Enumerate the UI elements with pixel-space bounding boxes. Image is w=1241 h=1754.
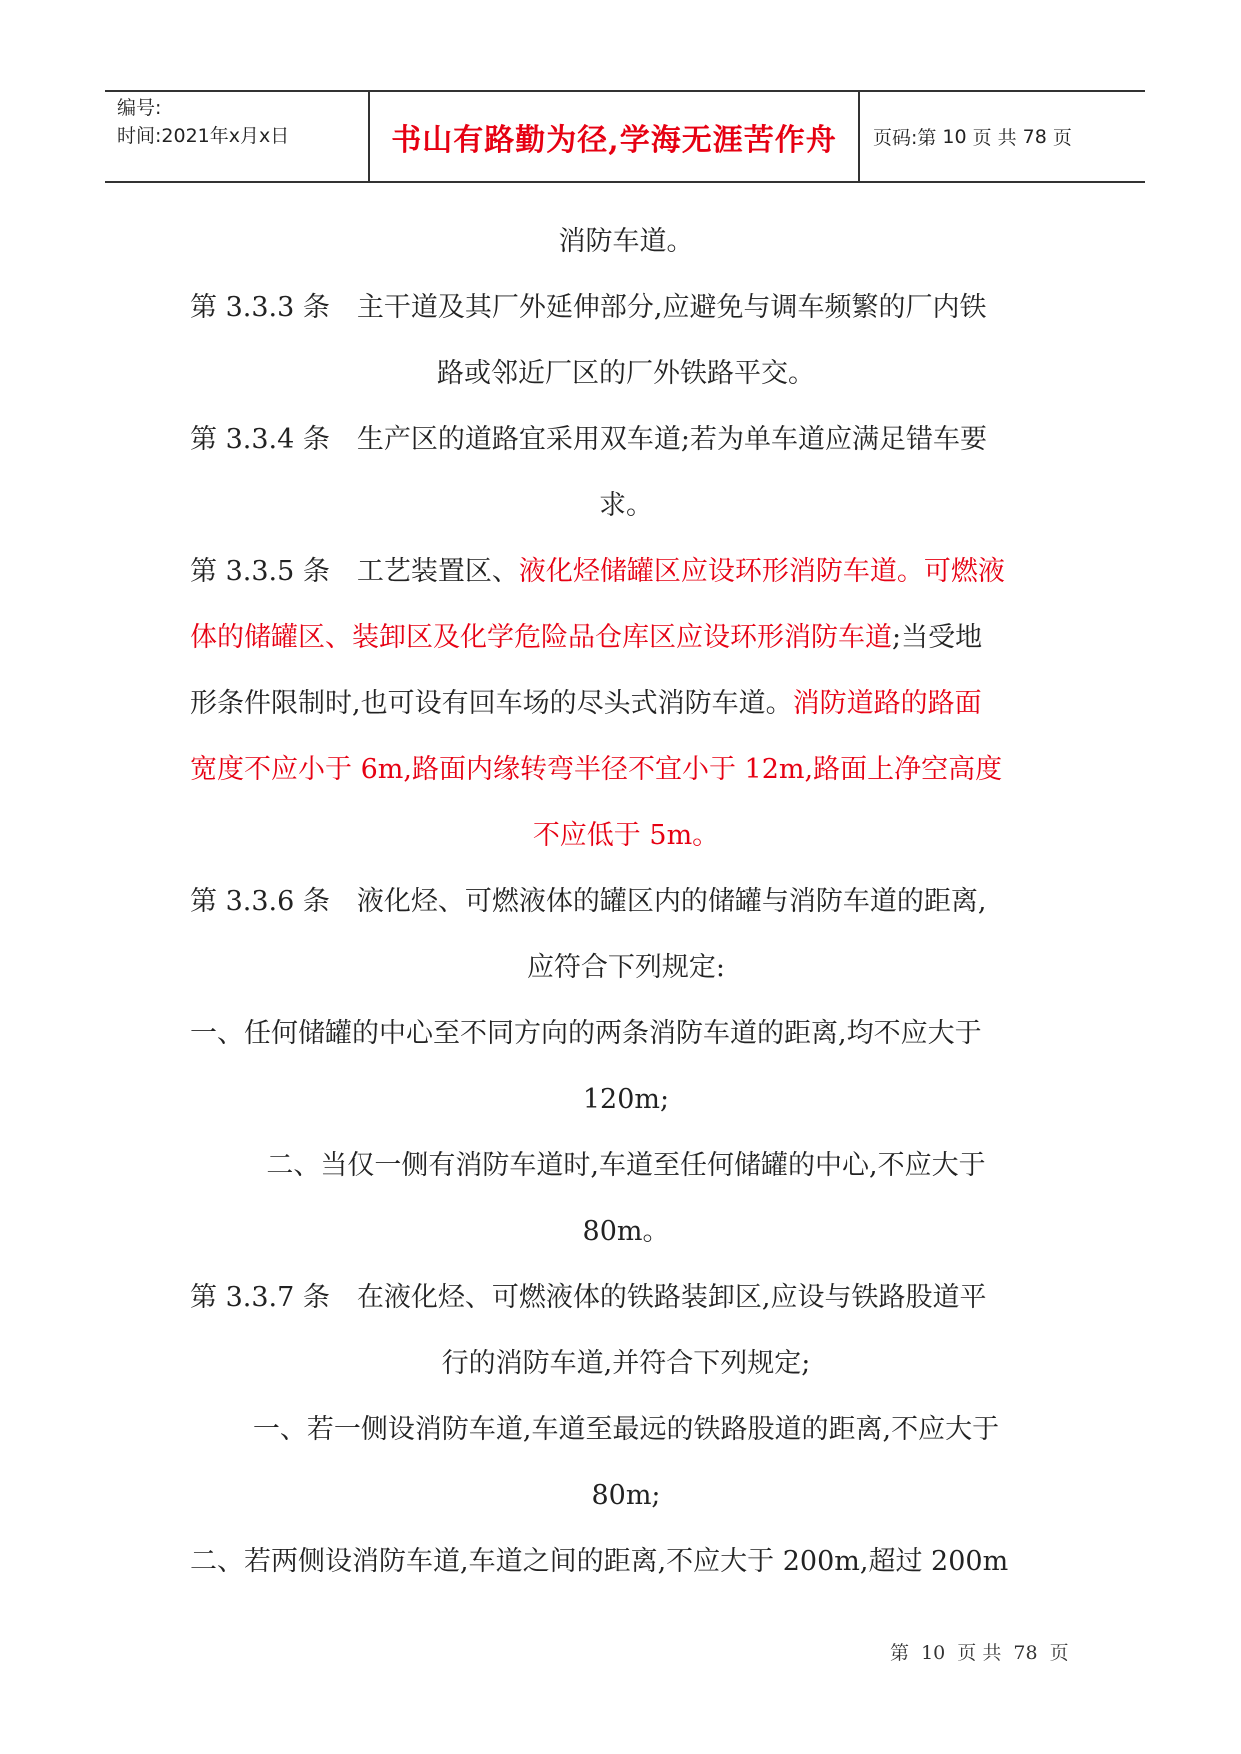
page-header: [105, 90, 1145, 183]
highlighted-text: 液化烃储罐区应设环形消防车道。可燃液: [518, 556, 1005, 587]
article-3-3-4: 第 3.3.4 条 生产区的道路宜采用双车道;若为单车道应满足错车要: [190, 424, 987, 455]
text-line: 求。: [599, 490, 653, 521]
footer-prefix: 第: [890, 1642, 910, 1664]
header-page-code: [873, 92, 1143, 181]
footer-suffix: 页: [1049, 1642, 1069, 1664]
highlighted-text: 消防道路的路面: [792, 688, 982, 719]
page-footer: [890, 1638, 1140, 1665]
article-3-3-5: [190, 552, 1062, 592]
page-code-total: 78: [1022, 125, 1047, 148]
list-item: 一、若一侧设消防车道,车道至最远的铁路股道的距离,不应大于: [252, 1414, 1000, 1445]
article-3-3-7: 第 3.3.7 条 在液化烃、可燃液体的铁路装卸区,应设与铁路股道平: [190, 1282, 987, 1313]
text-line: 消防车道。: [558, 226, 694, 257]
footer-mid: 页 共: [957, 1642, 1002, 1664]
document-date: 时间:2021年x月x日: [117, 125, 290, 147]
highlighted-text: 不应低于 5m。: [532, 820, 720, 851]
text-segment: 形条件限制时,也可设有回车场的尽头式消防车道。: [190, 688, 793, 719]
page-code-suffix: 页: [1052, 127, 1072, 149]
footer-total-pages: 78: [1013, 1642, 1038, 1664]
page-code-current: 10: [942, 125, 967, 148]
footer-current-page: 10: [921, 1642, 946, 1664]
list-item: 二、当仅一侧有消防车道时,车道至任何储罐的中心,不应大于: [266, 1150, 986, 1181]
header-motto: 书山有路勤为径,学海无涯苦作舟: [391, 122, 837, 158]
text-line: 应符合下列规定:: [526, 952, 726, 983]
page-code-mid: 页 共: [972, 127, 1017, 149]
list-item: 一、任何储罐的中心至不同方向的两条消防车道的距离,均不应大于: [190, 1018, 982, 1049]
article-3-3-3: 第 3.3.3 条 主干道及其厂外延伸部分,应避免与调车频繁的厂内铁: [190, 292, 987, 323]
text-line: 路或邻近厂区的厂外铁路平交。: [437, 358, 815, 389]
page-code-prefix: 页码:第: [873, 127, 937, 149]
highlighted-text: 宽度不应小于 6m,路面内缘转弯半径不宜小于 12m,路面上净空高度: [190, 754, 1003, 785]
text-line: [190, 684, 1062, 724]
header-meta: [117, 94, 362, 150]
header-divider: [858, 92, 860, 181]
text-line: 80m;: [591, 1480, 661, 1511]
document-number-label: 编号:: [117, 97, 162, 119]
text-line: 80m。: [582, 1216, 670, 1247]
text-segment: ;当受地: [892, 622, 983, 653]
highlighted-text: 体的储罐区、装卸区及化学危险品仓库区应设环形消防车道: [190, 622, 892, 653]
list-item: 二、若两侧设消防车道,车道之间的距离,不应大于 200m,超过 200m: [190, 1546, 1009, 1577]
text-line: 120m;: [582, 1084, 670, 1115]
text-line: 行的消防车道,并符合下列规定;: [441, 1348, 811, 1379]
text-line: [190, 618, 1062, 658]
text-segment: 第 3.3.5 条 工艺装置区、: [190, 556, 519, 587]
article-3-3-6: 第 3.3.6 条 液化烃、可燃液体的罐区内的储罐与消防车道的距离,: [190, 886, 987, 917]
